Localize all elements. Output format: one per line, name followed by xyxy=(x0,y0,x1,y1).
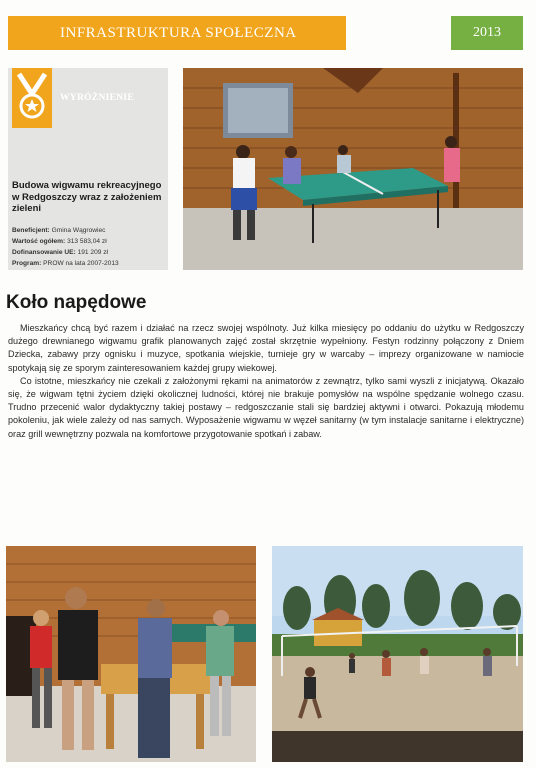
beneficiary-row: Beneficjent: Gmina Wągrowiec xyxy=(12,227,106,234)
project-title: Budowa wigwamu rekreacyjnego w Redgoszczy wraz z założeniem zieleni xyxy=(12,180,162,214)
project-info-box xyxy=(8,68,168,270)
eu-funding-row: Dofinansowanie UE: 191 209 zł xyxy=(12,249,109,256)
photo-kids-foosball xyxy=(6,546,256,762)
article-paragraph: Mieszkańcy chcą być razem i działać na rzecz swojej wspólnoty. Już kilka miesięcy po oddaniu do użytku w Redgoszczy dużego drewnianego wigwamu grafik planowanych zajęć został skrzętnie wypełniony. Festyn rodzinny połączony z Dniem Dziecka, zabawy przy ognisku i muzyce, spotkania wiejskie, turnieje gry w warcaby – imprezy organizowane w namiocie spotykają się ze sporym zainteresowaniem każdej grupy wiekowej. xyxy=(8,323,524,373)
year-label: 2013 xyxy=(473,25,501,40)
article-title: Koło napędowe xyxy=(6,292,147,313)
section-header xyxy=(8,16,346,50)
photo-beach-volleyball xyxy=(272,546,523,762)
article-paragraph: Co istotne, mieszkańcy nie czekali z założonymi rękami na animatorów z zewnątrz, tylko sami wyszli z inicjatywą. Okazało się, że wigwam tętni życiem dzięki okolicznej ludności, której nie brakuje pomysłów na wspólne spędzanie wolnego czasu. Trudno przecenić walor dydaktyczny takiej postawy – redgoszczanie stali się bardziej aktywni i otwarci. Pokazują młodemu pokoleniu, jak wiele zależy od nas samych. Wyposażenie wigwamu w węzeł sanitarny (w tym instalacje sanitarne i elektryczne) oraz grill wewnętrzny pozwala na komfortowe przygotowanie spotkań i zabaw. xyxy=(8,375,524,439)
year-badge xyxy=(451,16,523,50)
award-label: WYRÓŻNIENIE xyxy=(60,93,135,103)
photo-table-tennis xyxy=(183,68,523,270)
medal-icon xyxy=(12,68,52,128)
article-body xyxy=(8,322,524,441)
section-title-label: INFRASTRUKTURA SPOŁECZNA xyxy=(60,24,297,41)
program-row: Program: PROW na lata 2007-2013 xyxy=(12,260,119,267)
total-value-row: Wartość ogółem: 313 583,04 zł xyxy=(12,238,107,245)
project-meta xyxy=(12,225,168,269)
